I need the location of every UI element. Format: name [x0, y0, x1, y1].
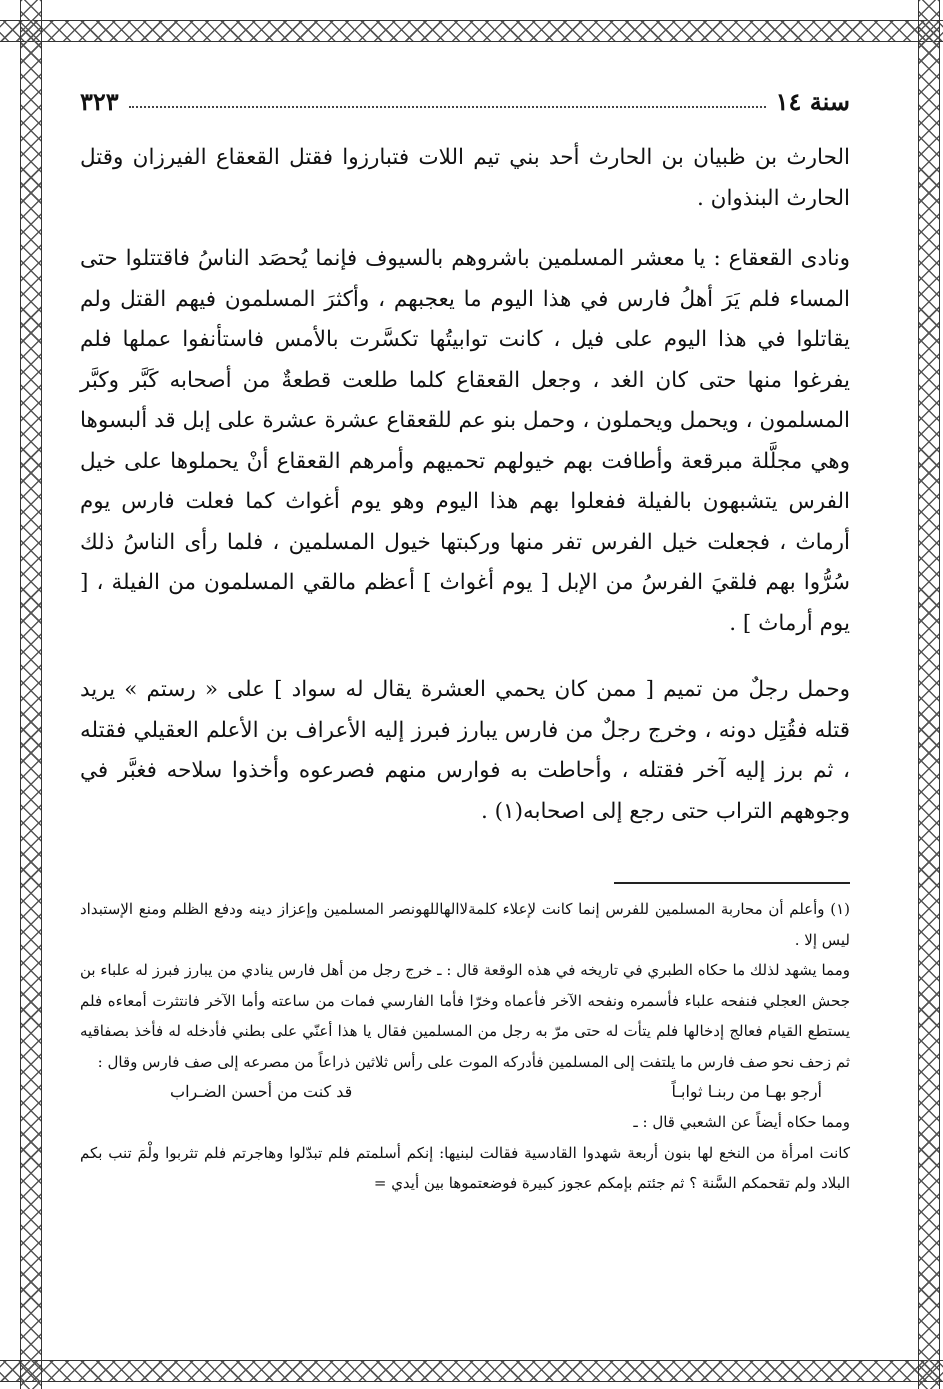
header-dotted-leader [129, 106, 766, 108]
paragraph-1: الحارث بن ظبيان بن الحارث أحد بني تيم اللات فتبارزوا فقتل القعقاع الفيرزان وقتل الحارث البنذوان . [80, 145, 850, 211]
poem-hemistich-1: أرجو بهـا من ربنـا ثوابـاً [671, 1082, 822, 1101]
footnote-nakha-story: كانت امرأة من النخع لها بنون أربعة شهدوا القادسية فقالت لبنيها: إنكم أسلمتم فلم تبدّلوا وهاجرتم فلم تثربوا ولْمَ تنب بكم البلاد ولم تقحمكم السَّنة ؟ ثم جئتم بإمكم عجوز كبيرة فوضعتموها بين أيدي = [80, 1143, 850, 1192]
footnote-1: (١) وأعلم أن محاربة المسلمين للفرس إنما كانت لإعلاء كلمةلاالهاللهونصر المسلمين وإعزاز دينه ودفع الظلم ومنع الإستبداد ليس إلا . [80, 900, 850, 949]
ornamental-border-top [0, 20, 943, 42]
year-label: سنة ١٤ [775, 87, 850, 116]
paragraph-2: ونادى القعقاع : يا معشر المسلمين باشروهم بالسيوف فإنما يُحصَد الناسُ فاقتتلوا حتى المساء فلم يَرَ أهلُ فارس في هذا اليوم ما يعجبهم ، وأكثرَ المسلمون فيهم القتل ولم يقاتلوا في هذا اليوم على فيل ، كانت توابيتُها تكسَّرت بالأمس فاستأنفوا عملها فلم يفرغوا منها حتى كان الغد ، وجعل القعقاع كلما طلعت قطعةٌ من أصحابه كَبَّر وكبَّر المسلمون ، ويحمل ويحملون ، وحمل بنو عم للقعقاع عشرة عشرة على إبل قد ألبسوها وهي مجلَّلة مبرقعة وأطافت بهم خيولهم تحميهم وأمرهم القعقاع أنْ يحملوها على خيل الفرس يتشبهون بالفيلة ففعلوا بهم هذا اليوم وهو يوم أغواث كما فعلت فارس يوم أرماث ، فجعلت خيل الفرس تفر منها وركبتها خيول المسلمين ، فلما رأى الناسُ ذلك سُرُّوا بهم فلقيَ الفرسُ من الإبل [ يوم أغواث ] أعظم مالقي المسلمون من الفيلة ، [ يوم أرماث ] . [80, 246, 850, 636]
running-header [80, 80, 850, 116]
footnote-poem-verse [80, 1077, 850, 1107]
footnote-tabari-account: ومما يشهد لذلك ما حكاه الطبري في تاريخه في هذه الوقعة قال : ـ خرج رجل من أهل فارس ينادي من يبارز فبرز له علباء بن جحش العجلي فنفحه علباء فأسمره ونفحه الآخر فأعماه وخرّا فأما الفارسي فمات من ساعته وأما الآخر فانتثرت أمعاءه فلم يستطع القيام فعالج إدخالها فلم يتأت له حتى مرّ به رجل من المسلمين فقال يا هذا أعنّي على بطني فأدخله له فأخذ بصفاقيه ثم زحف نحو صف فارس ما يلتفت إلى المسلمين فأدركه الموت على رأس ثلاثين ذراعاً من مصرعه إلى صف فارس وقال : [80, 961, 850, 1071]
footnote-separator [614, 882, 850, 884]
paragraph-3: وحمل رجلٌ من تميم [ ممن كان يحمي العشرة يقال له سواد ] على « رستم » يريد قتله فقُتِل دونه ، وخرج رجلٌ من فارس يبارز فبرز إليه الأعراف بن الأعلم العقيلي فقتله ، ثم برز إليه آخر فقتله ، وأحاطت به فوارس منهم فصرعوه وأخذوا سلاحه فغبَّر في وجوههم التراب حتى رجع إلى اصحابه(١) . [80, 677, 850, 824]
poem-hemistich-2: قد كنت من أحسن الضـراب [170, 1082, 353, 1101]
page-content [80, 80, 850, 1199]
footnote-shabi-intro: ومما حكاه أيضاً عن الشعبي قال : ـ [633, 1113, 850, 1131]
ornamental-border-left [20, 0, 42, 1389]
ornamental-border-bottom [0, 1360, 943, 1382]
ornamental-border-right [918, 0, 940, 1389]
page-number: ٣٢٣ [80, 87, 119, 116]
